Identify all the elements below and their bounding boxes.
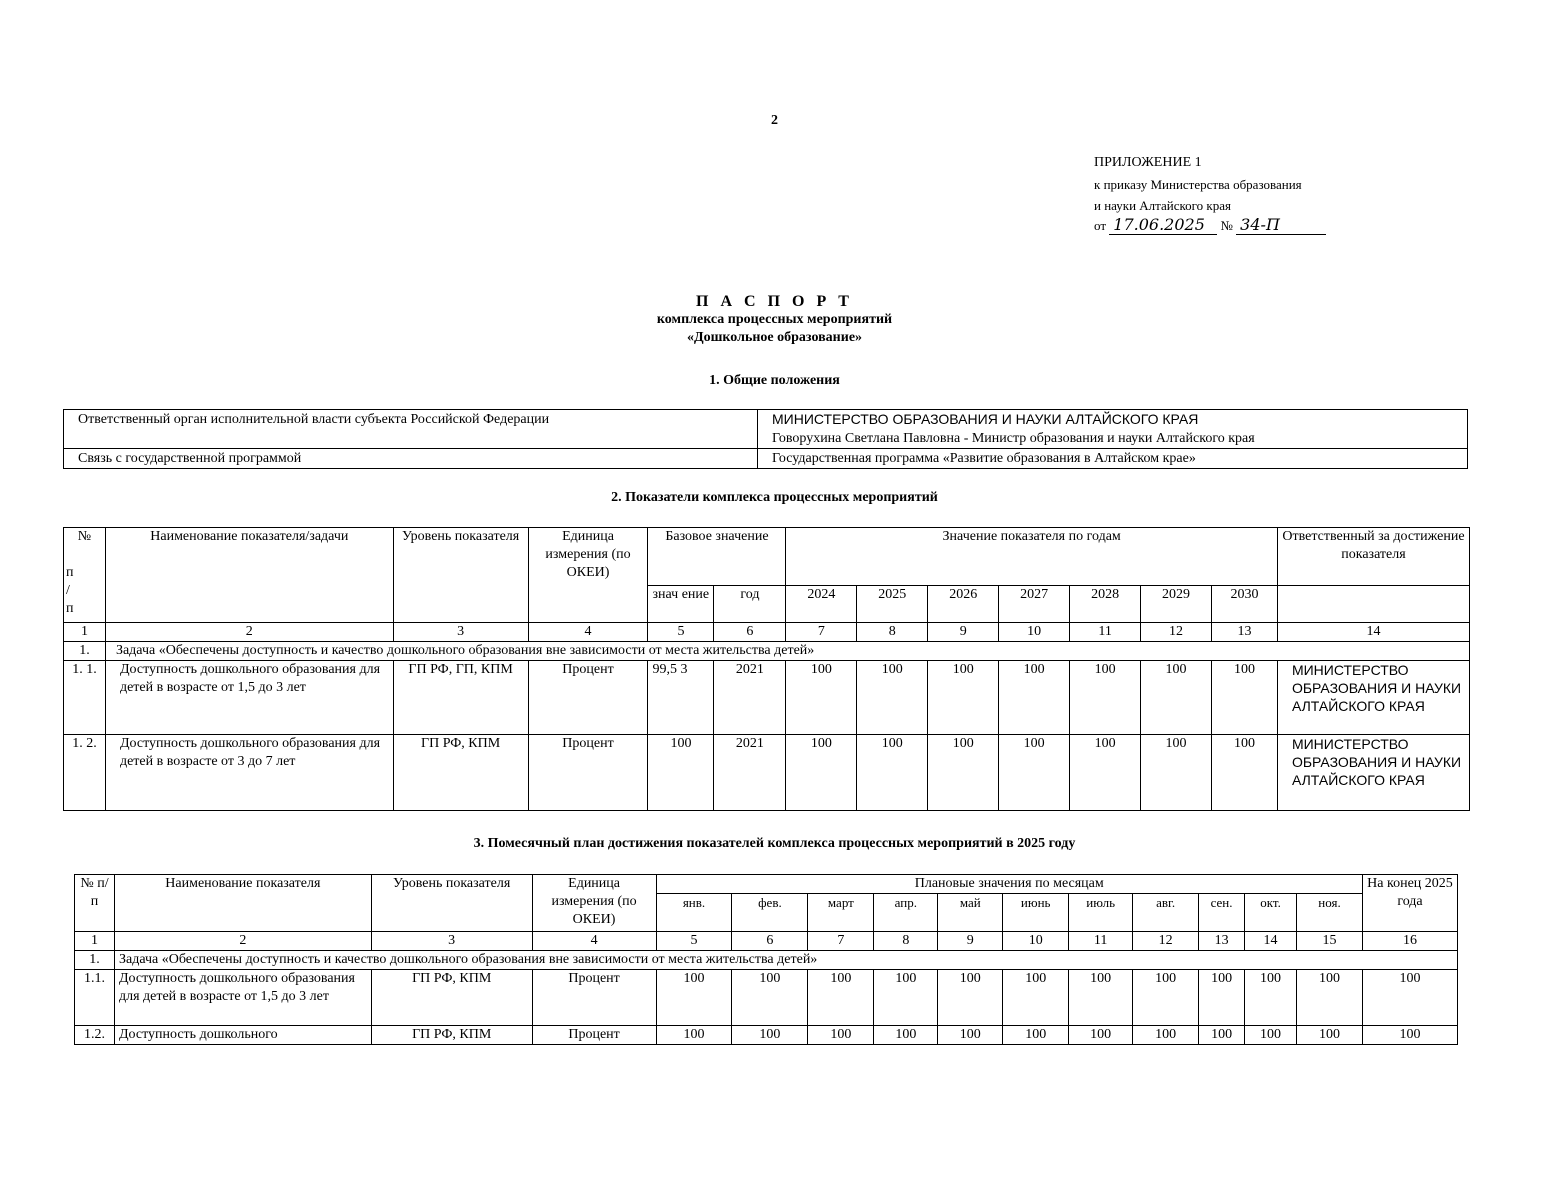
header-year: 2026 [928, 586, 999, 623]
row-level: ГП РФ, КПМ [393, 735, 528, 811]
row-value: 100 [1199, 970, 1245, 1026]
header-level: Уровень показателя [371, 875, 532, 932]
header-num [64, 528, 106, 623]
header-base-value: знач ение [648, 586, 714, 623]
row-value: 100 [1070, 661, 1141, 735]
page-number: 2 [771, 113, 778, 128]
row-value: 100 [999, 661, 1070, 735]
header-year: 2030 [1212, 586, 1278, 623]
row-value: 100 [938, 970, 1003, 1026]
row-level: ГП РФ, КПМ [371, 970, 532, 1026]
row-value: 100 [1212, 735, 1278, 811]
minister-name: Говорухина Светлана Павловна - Министр образования и науки Алтайского края [772, 431, 1255, 446]
appendix-date-line [1094, 216, 1326, 235]
column-number-row [64, 623, 1470, 642]
row-end: 100 [1362, 1026, 1457, 1045]
header-num-c: / [66, 583, 70, 598]
col-number: 16 [1362, 932, 1457, 951]
header-num-b: п [66, 565, 74, 580]
header-by-years: Значение показателя по годам [786, 528, 1278, 586]
task-num: 1. [64, 642, 106, 661]
header-num-d: п [66, 601, 74, 616]
header-month: июнь [1003, 894, 1069, 932]
col-number: 15 [1297, 932, 1363, 951]
row-value: 100 [786, 661, 857, 735]
header-month: май [938, 894, 1003, 932]
table-row [75, 1026, 1458, 1045]
header-row [75, 875, 1458, 894]
header-empty [1277, 586, 1469, 623]
row-value: 100 [1297, 970, 1363, 1026]
row-value: 100 [808, 970, 874, 1026]
section3-heading: 3. Помесячный план достижения показателей комплекса процессных мероприятий в 2025 году [473, 836, 1076, 851]
row-value: 100 [808, 1026, 874, 1045]
row-unit: Процент [532, 970, 656, 1026]
row-name: Доступность дошкольного образования для детей в возрасте от 1,5 до 3 лет [105, 661, 393, 735]
responsible-label: Ответственный орган исполнительной власти субъекта Российской Федерации [64, 410, 758, 449]
task-row [64, 642, 1470, 661]
col-number: 6 [732, 932, 808, 951]
col-number: 12 [1133, 932, 1199, 951]
header-month: сен. [1199, 894, 1245, 932]
table-row [64, 449, 1468, 469]
header-month: окт. [1245, 894, 1297, 932]
row-num: 1. 2. [64, 735, 106, 811]
col-number: 14 [1245, 932, 1297, 951]
col-number: 10 [999, 623, 1070, 642]
row-value: 100 [1245, 970, 1297, 1026]
row-value: 100 [938, 1026, 1003, 1045]
row-value: 100 [1003, 1026, 1069, 1045]
header-month: июль [1069, 894, 1133, 932]
row-base-year: 2021 [714, 661, 786, 735]
row-num: 1.1. [75, 970, 115, 1026]
col-number: 13 [1212, 623, 1278, 642]
row-value: 100 [1212, 661, 1278, 735]
task-num: 1. [75, 951, 115, 970]
passport-subtitle: комплекса процессных мероприятий [656, 312, 893, 327]
row-base-value: 99,5 3 [648, 661, 714, 735]
appendix-number: 34-П [1236, 216, 1326, 235]
col-number: 9 [938, 932, 1003, 951]
row-value: 100 [1070, 735, 1141, 811]
header-name: Наименование показателя [114, 875, 371, 932]
header-end: На конец 2025 года [1362, 875, 1457, 932]
indicators-table [63, 527, 1470, 811]
table-row [64, 410, 1468, 449]
col-number: 13 [1199, 932, 1245, 951]
row-value: 100 [1297, 1026, 1363, 1045]
col-number: 2 [105, 623, 393, 642]
col-number: 9 [928, 623, 999, 642]
col-number: 1 [64, 623, 106, 642]
column-number-row [75, 932, 1458, 951]
row-value: 100 [786, 735, 857, 811]
appendix-from: от [1094, 218, 1107, 233]
row-value: 100 [656, 1026, 732, 1045]
col-number: 7 [808, 932, 874, 951]
row-value: 100 [656, 970, 732, 1026]
monthly-plan-table [74, 874, 1458, 1045]
row-responsible: МИНИСТЕРСТВО ОБРАЗОВАНИЯ И НАУКИ АЛТАЙСКОГО КРАЯ [1277, 661, 1469, 735]
col-number: 11 [1069, 932, 1133, 951]
header-name: Наименование показателя/задачи [105, 528, 393, 623]
row-value: 100 [928, 661, 999, 735]
row-value: 100 [732, 1026, 808, 1045]
row-value: 100 [999, 735, 1070, 811]
header-row [64, 528, 1470, 586]
task-text: Задача «Обеспечены доступность и качество дошкольного образования вне зависимости от места жительства детей» [105, 642, 1469, 661]
col-number: 11 [1070, 623, 1141, 642]
row-responsible: МИНИСТЕРСТВО ОБРАЗОВАНИЯ И НАУКИ АЛТАЙСКОГО КРАЯ [1277, 735, 1469, 811]
appendix-block [1094, 152, 1326, 235]
row-value: 100 [1069, 1026, 1133, 1045]
row-value: 100 [1141, 661, 1212, 735]
header-responsible: Ответственный за достижение показателя [1277, 528, 1469, 586]
header-year: 2027 [999, 586, 1070, 623]
task-text: Задача «Обеспечены доступность и качество дошкольного образования вне зависимости от места жительства детей» [114, 951, 1457, 970]
row-value: 100 [1133, 970, 1199, 1026]
row-num: 1.2. [75, 1026, 115, 1045]
row-value: 100 [1245, 1026, 1297, 1045]
col-number: 3 [371, 932, 532, 951]
header-month: ноя. [1297, 894, 1363, 932]
row-value: 100 [1133, 1026, 1199, 1045]
appendix-line1: к приказу Министерства образования [1094, 177, 1302, 192]
row-value: 100 [1141, 735, 1212, 811]
row-name: Доступность дошкольного [114, 1026, 371, 1045]
header-base-year: год [714, 586, 786, 623]
col-number: 6 [714, 623, 786, 642]
col-number: 10 [1003, 932, 1069, 951]
header-unit: Единица измерения (по ОКЕИ) [528, 528, 648, 623]
header-num: № п/п [75, 875, 115, 932]
row-end: 100 [1362, 970, 1457, 1026]
header-month: янв. [656, 894, 732, 932]
col-number: 14 [1277, 623, 1469, 642]
col-number: 8 [857, 623, 928, 642]
task-row [75, 951, 1458, 970]
general-info-table [63, 409, 1468, 469]
section2-heading: 2. Показатели комплекса процессных мероприятий [611, 490, 938, 505]
row-value: 100 [857, 661, 928, 735]
passport-name: «Дошкольное образование» [686, 330, 863, 345]
header-monthly: Плановые значения по месяцам [656, 875, 1362, 894]
col-number: 1 [75, 932, 115, 951]
row-value: 100 [1003, 970, 1069, 1026]
program-label: Связь с государственной программой [64, 449, 758, 469]
row-name: Доступность дошкольного образования для детей в возрасте от 1,5 до 3 лет [114, 970, 371, 1026]
row-base-value: 100 [648, 735, 714, 811]
header-base: Базовое значение [648, 528, 786, 586]
responsible-value [758, 410, 1468, 449]
header-year: 2025 [857, 586, 928, 623]
col-number: 12 [1141, 623, 1212, 642]
appendix-line2: и науки Алтайского края [1094, 198, 1231, 213]
ministry-name: МИНИСТЕРСТВО ОБРАЗОВАНИЯ И НАУКИ АЛТАЙСКОГО КРАЯ [772, 411, 1199, 427]
row-value: 100 [732, 970, 808, 1026]
header-year: 2024 [786, 586, 857, 623]
col-number: 4 [532, 932, 656, 951]
table-row [64, 661, 1470, 735]
header-month: фев. [732, 894, 808, 932]
header-num-a: № [77, 529, 92, 544]
appendix-num-sign: № [1220, 218, 1233, 233]
section1-heading: 1. Общие положения [709, 373, 840, 388]
col-number: 5 [648, 623, 714, 642]
program-value: Государственная программа «Развитие образования в Алтайском крае» [758, 449, 1468, 469]
appendix-title: ПРИЛОЖЕНИЕ 1 [1094, 155, 1202, 170]
header-level: Уровень показателя [393, 528, 528, 623]
row-name: Доступность дошкольного образования для детей в возрасте от 3 до 7 лет [105, 735, 393, 811]
passport-title-block [0, 293, 1549, 347]
table-row [64, 735, 1470, 811]
row-value: 100 [1199, 1026, 1245, 1045]
header-month: авг. [1133, 894, 1199, 932]
header-month: март [808, 894, 874, 932]
row-unit: Процент [532, 1026, 656, 1045]
passport-title: П А С П О Р Т [696, 293, 853, 310]
row-num: 1. 1. [64, 661, 106, 735]
row-base-year: 2021 [714, 735, 786, 811]
row-level: ГП РФ, КПМ [371, 1026, 532, 1045]
col-number: 8 [874, 932, 938, 951]
row-unit: Процент [528, 661, 648, 735]
col-number: 2 [114, 932, 371, 951]
row-unit: Процент [528, 735, 648, 811]
row-value: 100 [928, 735, 999, 811]
col-number: 7 [786, 623, 857, 642]
row-value: 100 [857, 735, 928, 811]
col-number: 5 [656, 932, 732, 951]
table-row [75, 970, 1458, 1026]
row-value: 100 [874, 970, 938, 1026]
header-month: апр. [874, 894, 938, 932]
appendix-date: 17.06.2025 [1109, 216, 1217, 235]
col-number: 4 [528, 623, 648, 642]
row-level: ГП РФ, ГП, КПМ [393, 661, 528, 735]
row-value: 100 [1069, 970, 1133, 1026]
header-unit: Единица измерения (по ОКЕИ) [532, 875, 656, 932]
header-year: 2028 [1070, 586, 1141, 623]
row-value: 100 [874, 1026, 938, 1045]
header-year: 2029 [1141, 586, 1212, 623]
col-number: 3 [393, 623, 528, 642]
